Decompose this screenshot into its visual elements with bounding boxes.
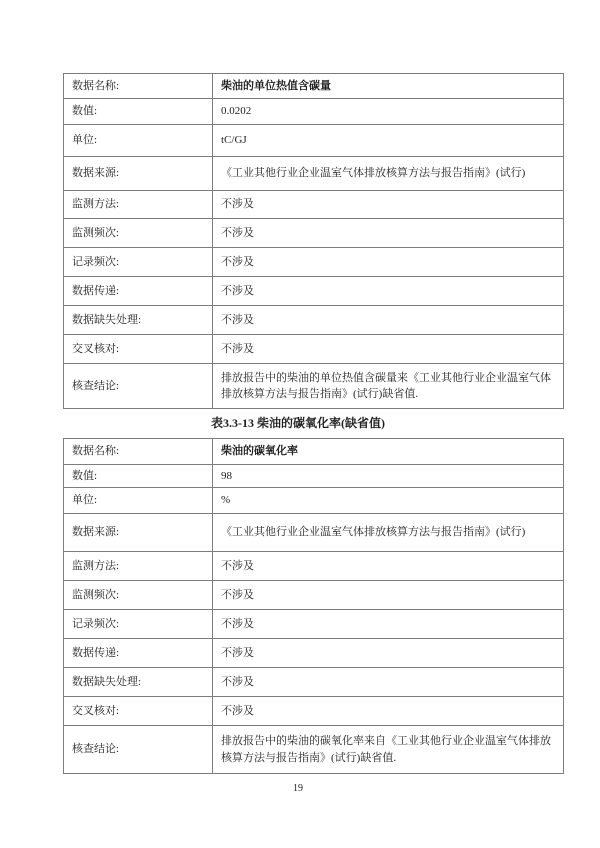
row-label: 交叉核对: (64, 697, 213, 726)
row-label: 数值: (64, 99, 213, 125)
row-label: 数据来源: (64, 157, 213, 191)
table-row (64, 74, 564, 99)
table-row (64, 277, 564, 306)
row-value: % (213, 488, 564, 514)
row-value: 不涉及 (213, 552, 564, 581)
table-row (64, 488, 564, 514)
table-row (64, 668, 564, 697)
document-page (63, 73, 551, 794)
data-table-diesel-carbon-content (63, 73, 564, 409)
row-value: 排放报告中的柴油的单位热值含碳量来《工业其他行业企业温室气体排放核算方法与报告指南》(试行)缺省值. (213, 364, 564, 409)
row-label: 数据缺失处理: (64, 306, 213, 335)
row-label: 监测频次: (64, 219, 213, 248)
table-row (64, 191, 564, 219)
row-label: 数据缺失处理: (64, 668, 213, 697)
row-label: 交叉核对: (64, 335, 213, 364)
row-value: 不涉及 (213, 581, 564, 610)
row-value: 不涉及 (213, 306, 564, 335)
row-label: 数据传递: (64, 277, 213, 306)
data-table-diesel-oxidation-rate (63, 438, 564, 774)
row-value: 不涉及 (213, 335, 564, 364)
table-row (64, 514, 564, 552)
table-row (64, 726, 564, 774)
row-value: 不涉及 (213, 668, 564, 697)
row-label: 核查结论: (64, 726, 213, 774)
row-label: 记录频次: (64, 248, 213, 277)
table-row (64, 639, 564, 668)
row-value: 《工业其他行业企业温室气体排放核算方法与报告指南》(试行) (213, 157, 564, 191)
row-label: 数据传递: (64, 639, 213, 668)
table-row (64, 125, 564, 157)
table-row (64, 697, 564, 726)
row-value: 《工业其他行业企业温室气体排放核算方法与报告指南》(试行) (213, 514, 564, 552)
table-row (64, 439, 564, 465)
row-value: 不涉及 (213, 610, 564, 639)
row-label: 数据名称: (64, 439, 213, 465)
table-row (64, 364, 564, 409)
row-label: 数据名称: (64, 74, 213, 99)
table-row (64, 306, 564, 335)
row-label: 单位: (64, 125, 213, 157)
row-label: 记录频次: (64, 610, 213, 639)
table-caption: 表3.3-13 柴油的碳氧化率(缺省值) (211, 416, 385, 430)
row-value: 不涉及 (213, 191, 564, 219)
table-row (64, 157, 564, 191)
row-value: 不涉及 (213, 248, 564, 277)
table-row (64, 335, 564, 364)
row-label: 数值: (64, 465, 213, 488)
row-label: 数据来源: (64, 514, 213, 552)
row-label: 核查结论: (64, 364, 213, 409)
row-value: 98 (213, 465, 564, 488)
page-number: 19 (293, 783, 303, 794)
table-row (64, 99, 564, 125)
table-row (64, 465, 564, 488)
row-value: 不涉及 (213, 219, 564, 248)
row-label: 单位: (64, 488, 213, 514)
row-value: 0.0202 (213, 99, 564, 125)
table-row (64, 581, 564, 610)
row-value: 排放报告中的柴油的碳氧化率来自《工业其他行业企业温室气体排放核算方法与报告指南》(试行)缺省值. (213, 726, 564, 774)
row-value: 柴油的单位热值含碳量 (213, 74, 564, 99)
table-row (64, 248, 564, 277)
table-row (64, 552, 564, 581)
row-value: tC/GJ (213, 125, 564, 157)
row-value: 不涉及 (213, 697, 564, 726)
row-label: 监测方法: (64, 191, 213, 219)
row-label: 监测频次: (64, 581, 213, 610)
table-row (64, 610, 564, 639)
row-value: 不涉及 (213, 639, 564, 668)
table-row (64, 219, 564, 248)
row-label: 监测方法: (64, 552, 213, 581)
row-value: 柴油的碳氧化率 (213, 439, 564, 465)
row-value: 不涉及 (213, 277, 564, 306)
